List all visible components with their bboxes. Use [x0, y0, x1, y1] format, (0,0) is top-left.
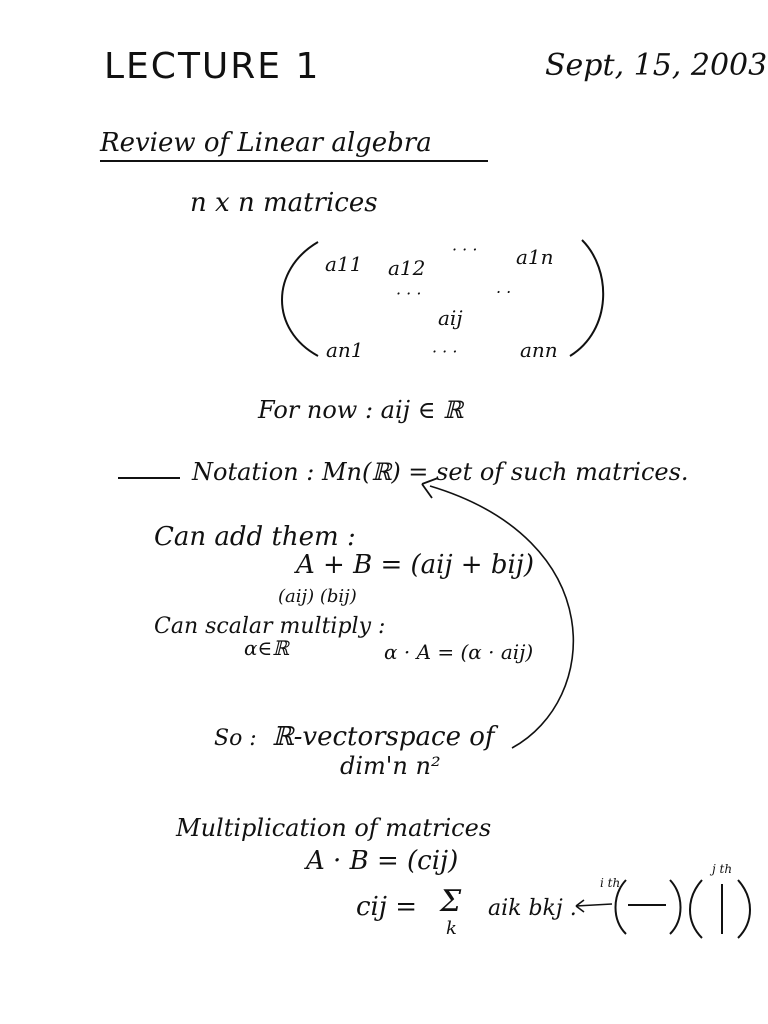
- vector-space-line1: ℝ-vectorspace of: [272, 722, 495, 752]
- multiplication-formula: A · B = (cij): [306, 846, 459, 876]
- addition-subscript-note: (aij) (bij): [278, 586, 357, 607]
- sum-symbol: Σ: [440, 884, 462, 919]
- column-right-paren: [738, 880, 750, 938]
- matrix-right-paren: [570, 240, 603, 356]
- matrix-entry-a11: a11: [325, 252, 363, 276]
- matrix-entry-ann: ann: [520, 338, 558, 362]
- vector-space-line2: dim'n n²: [340, 752, 441, 780]
- matrix-entry-aij: aij: [438, 306, 463, 330]
- addition-heading: Can add them :: [154, 522, 356, 552]
- matrix-bottom-dots: · · ·: [432, 342, 458, 361]
- ith-arrow-line: [576, 904, 612, 906]
- matrix-entry-a1n: a1n: [516, 245, 554, 269]
- cij-definition: cij =: [356, 892, 417, 922]
- notation-statement: Notation : Mn(ℝ) = set of such matrices.: [192, 458, 689, 486]
- lecture-title: LECTURE 1: [104, 46, 321, 87]
- matrices-label: n x n matrices: [190, 188, 378, 218]
- vector-space-prefix: So :: [214, 726, 257, 751]
- for-now-statement: For now : aij ∈ ℝ: [258, 396, 464, 424]
- matrix-diag-dots-right: . .: [496, 278, 512, 297]
- sum-terms: aik bkj .: [488, 896, 577, 921]
- matrix-entry-an1: an1: [326, 338, 364, 362]
- matrix-diag-dots-left: · · ·: [396, 284, 422, 303]
- sum-index: k: [446, 918, 457, 939]
- multiplication-heading: Multiplication of matrices: [176, 814, 492, 842]
- section-heading: Review of Linear algebra: [100, 128, 432, 158]
- curved-arrow-line: [430, 486, 573, 748]
- column-left-paren: [690, 880, 702, 938]
- matrix-top-dots: · · ·: [452, 240, 478, 259]
- matrix-left-paren: [282, 242, 318, 356]
- addition-formula: A + B = (aij + bij): [296, 550, 535, 580]
- scalar-heading: Can scalar multiply :: [154, 614, 386, 639]
- lecture-date: Sept, 15, 2003: [545, 48, 768, 83]
- scalar-alpha-in-r: α∈ℝ: [244, 636, 289, 660]
- matrix-entry-a12: a12: [388, 256, 426, 280]
- jth-column-label: j th: [712, 862, 733, 876]
- row-right-paren: [670, 880, 681, 934]
- scalar-formula: α · A = (α · aij): [384, 640, 534, 664]
- ith-row-label: i th: [600, 876, 621, 890]
- row-left-paren: [616, 880, 627, 934]
